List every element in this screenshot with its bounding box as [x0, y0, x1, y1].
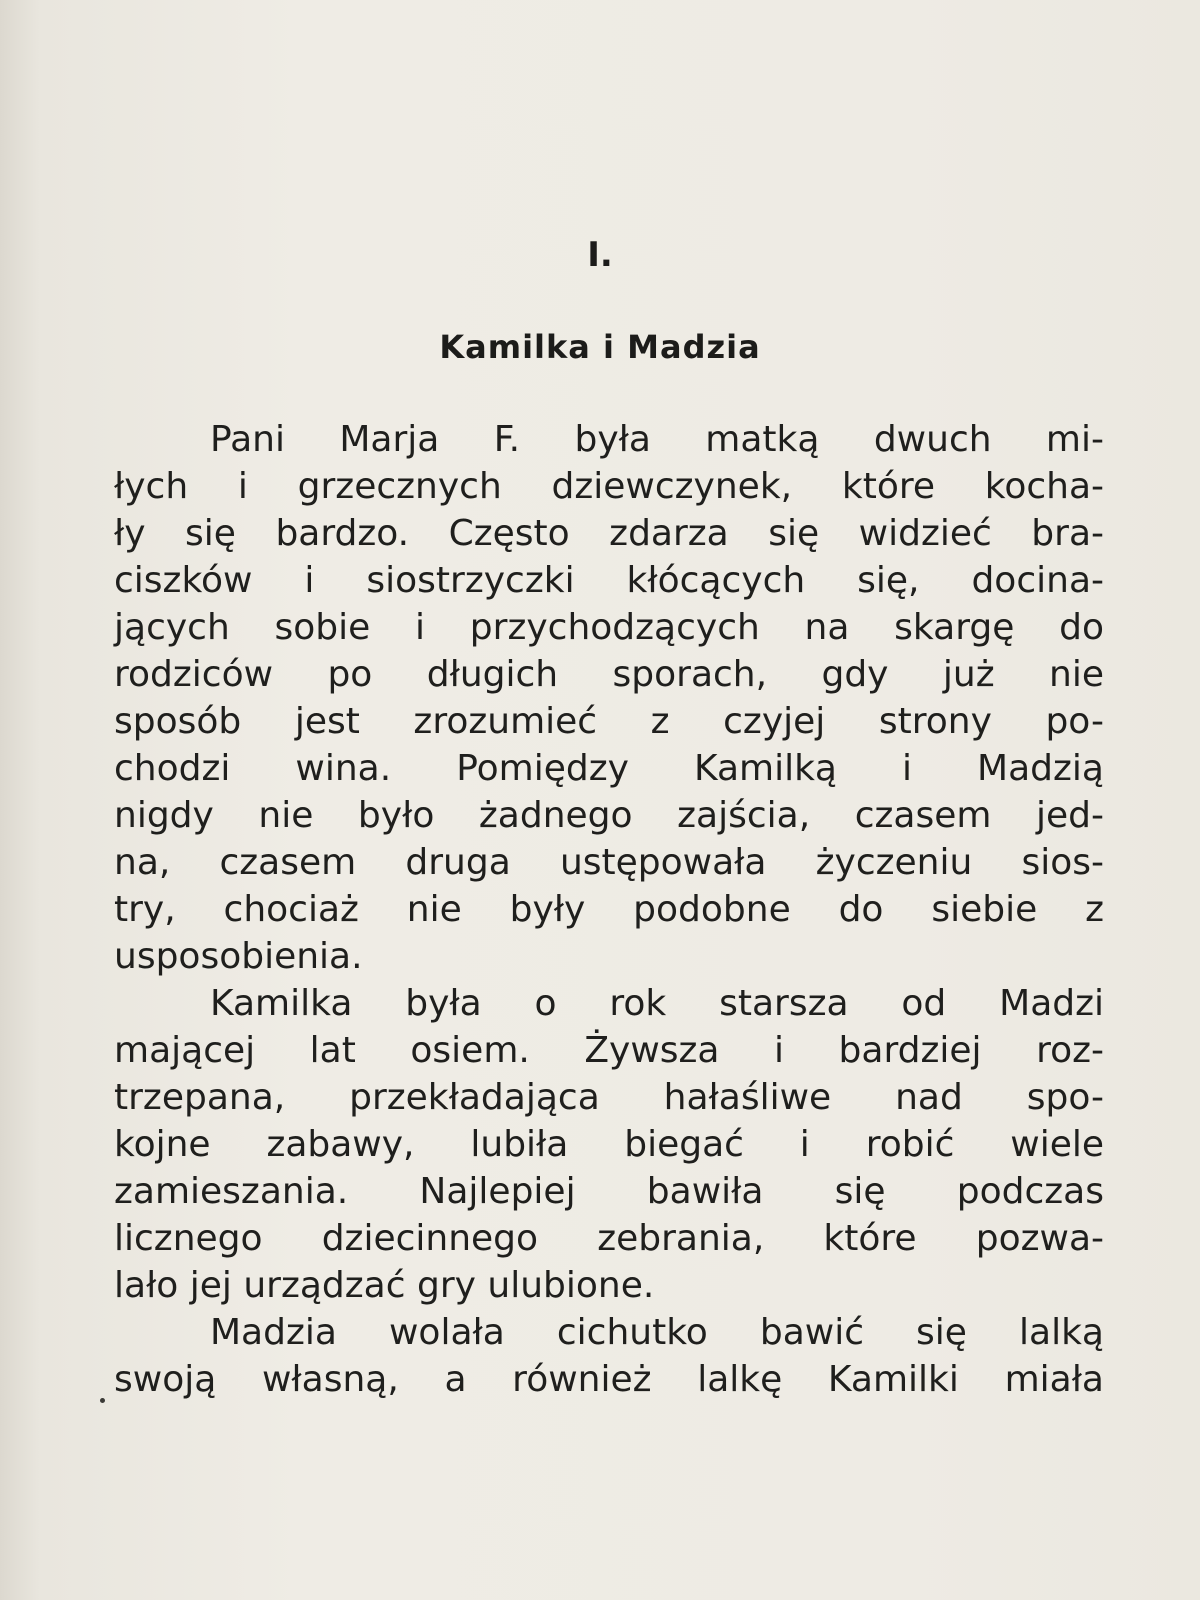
text-line: kojne zabawy, lubiła biegać i robić wiele — [114, 1124, 1104, 1165]
text-line: lało jej urządzać gry ulubione. — [114, 1265, 655, 1306]
text-line: zamieszania. Najlepiej bawiła się podczas — [114, 1171, 1104, 1212]
chapter-title: Kamilka i Madzia — [439, 328, 761, 366]
text-line: na, czasem druga ustępowała życzeniu sios- — [114, 842, 1104, 883]
text-line: ły się bardzo. Często zdarza się widzieć bra- — [114, 513, 1104, 554]
text-line: chodzi wina. Pomiędzy Kamilką i Madzią — [114, 748, 1104, 789]
text-line: rodziców po długich sporach, gdy już nie — [114, 654, 1104, 695]
text-line: ciszków i siostrzyczki kłócących się, docina- — [114, 560, 1104, 601]
text-line: Madzia wolała cichutko bawić się lalką — [210, 1312, 1104, 1353]
text-line: mającej lat osiem. Żywsza i bardziej roz- — [114, 1030, 1104, 1071]
text-line: usposobienia. — [114, 936, 363, 977]
chapter-number: I. — [587, 235, 613, 275]
chapter-body — [114, 416, 1104, 1403]
text-line: łych i grzecznych dziewczynek, które kocha- — [114, 466, 1104, 507]
ink-speck — [100, 1398, 105, 1403]
text-line: swoją własną, a również lalkę Kamilki miała — [114, 1359, 1104, 1400]
text-line: Kamilka była o rok starsza od Madzi — [210, 983, 1104, 1024]
text-line: nigdy nie było żadnego zajścia, czasem jed- — [114, 795, 1104, 836]
text-line: trzepana, przekładająca hałaśliwe nad spo- — [114, 1077, 1104, 1118]
text-line: try, chociaż nie były podobne do siebie z — [114, 889, 1104, 930]
text-line: jących sobie i przychodzących na skargę do — [114, 607, 1104, 648]
text-line: licznego dziecinnego zebrania, które pozwa- — [114, 1218, 1104, 1259]
text-line: sposób jest zrozumieć z czyjej strony po- — [114, 701, 1104, 742]
text-line: Pani Marja F. była matką dwuch mi- — [210, 419, 1104, 460]
